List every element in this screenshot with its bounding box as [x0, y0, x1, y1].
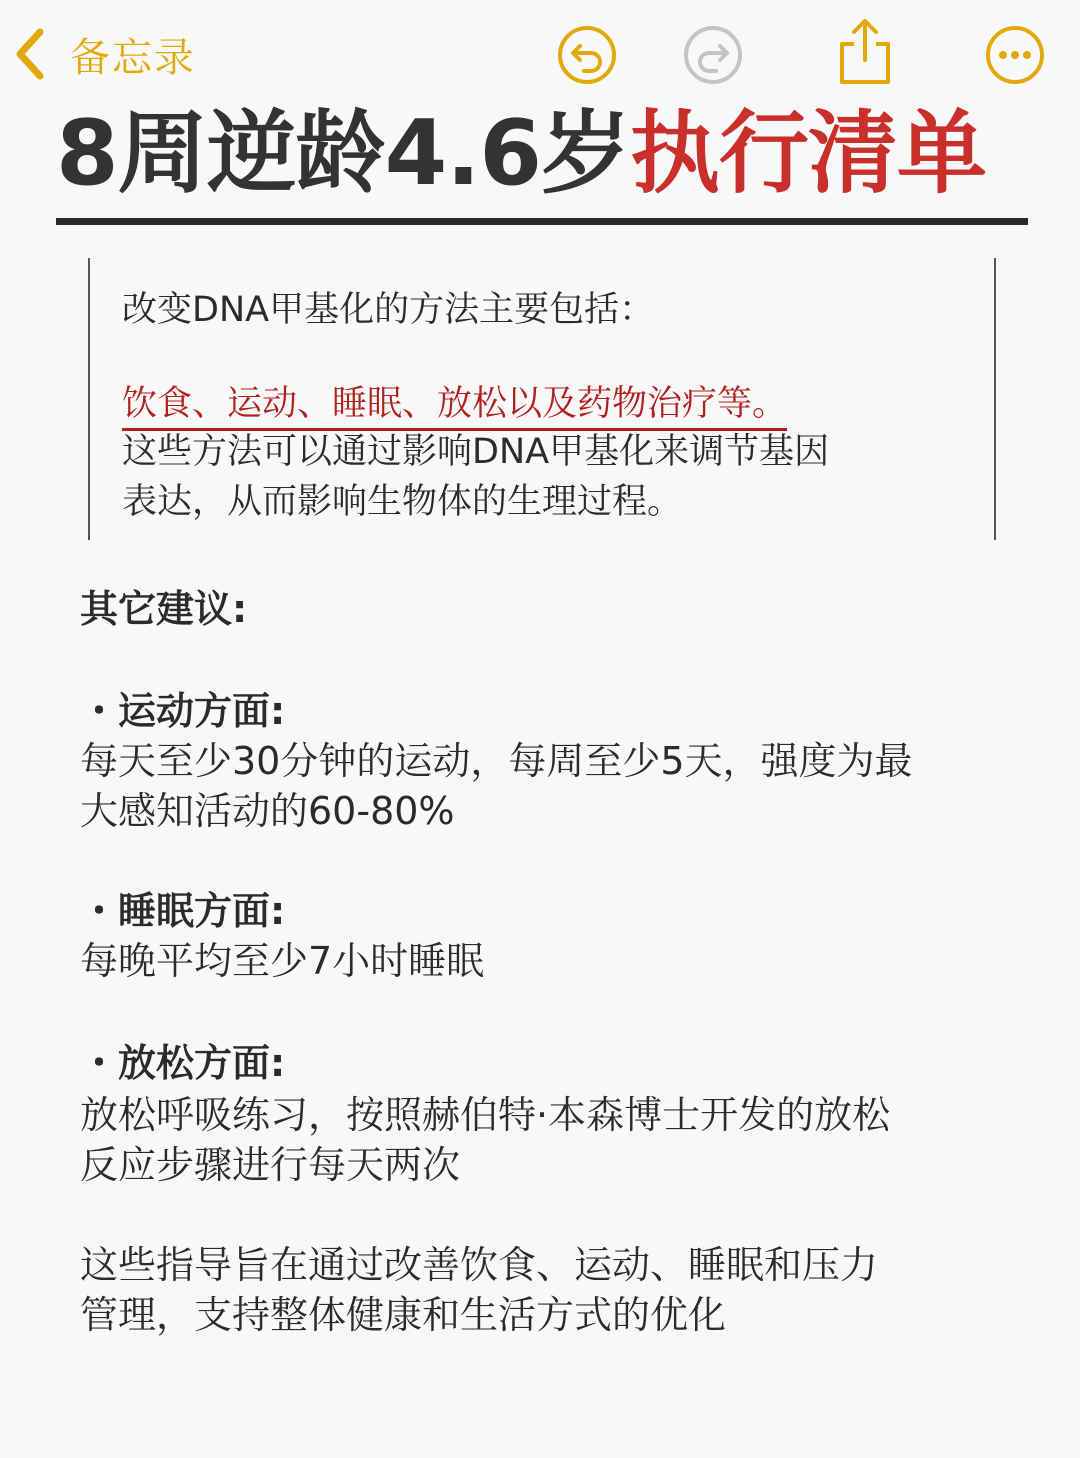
- suggestions-heading: 其它建议:: [80, 587, 248, 631]
- chevron-left-icon: [10, 26, 50, 82]
- share-icon[interactable]: [834, 16, 896, 88]
- quote-body-line-2: 表达，从而影响生物体的生理过程。: [122, 482, 683, 522]
- navigation-bar: [0, 0, 1080, 108]
- title-underline: [56, 218, 1028, 225]
- quote-highlight: 饮食、运动、睡眠、放松以及药物治疗等。: [122, 376, 787, 431]
- title-accent: 执行清单: [630, 101, 987, 206]
- back-label: 备忘录: [70, 34, 196, 81]
- closing-line-1: 这些指导旨在通过改善饮食、运动、睡眠和压力: [80, 1243, 879, 1287]
- title-main: 8周逆龄4.6岁: [56, 101, 631, 206]
- relax-line-1: 放松呼吸练习，按照赫伯特·本森博士开发的放松: [80, 1093, 891, 1137]
- redo-icon[interactable]: [682, 24, 744, 86]
- exercise-line-2: 大感知活动的60-80%: [80, 789, 455, 833]
- relax-title: ・放松方面:: [80, 1041, 286, 1085]
- quote-intro: 改变DNA甲基化的方法主要包括：: [122, 290, 655, 330]
- page-title: [56, 98, 986, 210]
- quote-block: [88, 258, 996, 540]
- sleep-line-1: 每晚平均至少7小时睡眠: [80, 939, 485, 983]
- back-button[interactable]: [10, 22, 196, 86]
- closing-line-2: 管理，支持整体健康和生活方式的优化: [80, 1293, 727, 1337]
- more-icon[interactable]: [984, 24, 1046, 86]
- exercise-title: ・运动方面:: [80, 689, 286, 733]
- relax-line-2: 反应步骤进行每天两次: [80, 1143, 461, 1187]
- quote-body-line-1: 这些方法可以通过影响DNA甲基化来调节基因: [122, 432, 830, 472]
- sleep-title: ・睡眠方面:: [80, 889, 286, 933]
- undo-icon[interactable]: [556, 24, 618, 86]
- exercise-line-1: 每天至少30分钟的运动，每周至少5天，强度为最: [80, 739, 913, 783]
